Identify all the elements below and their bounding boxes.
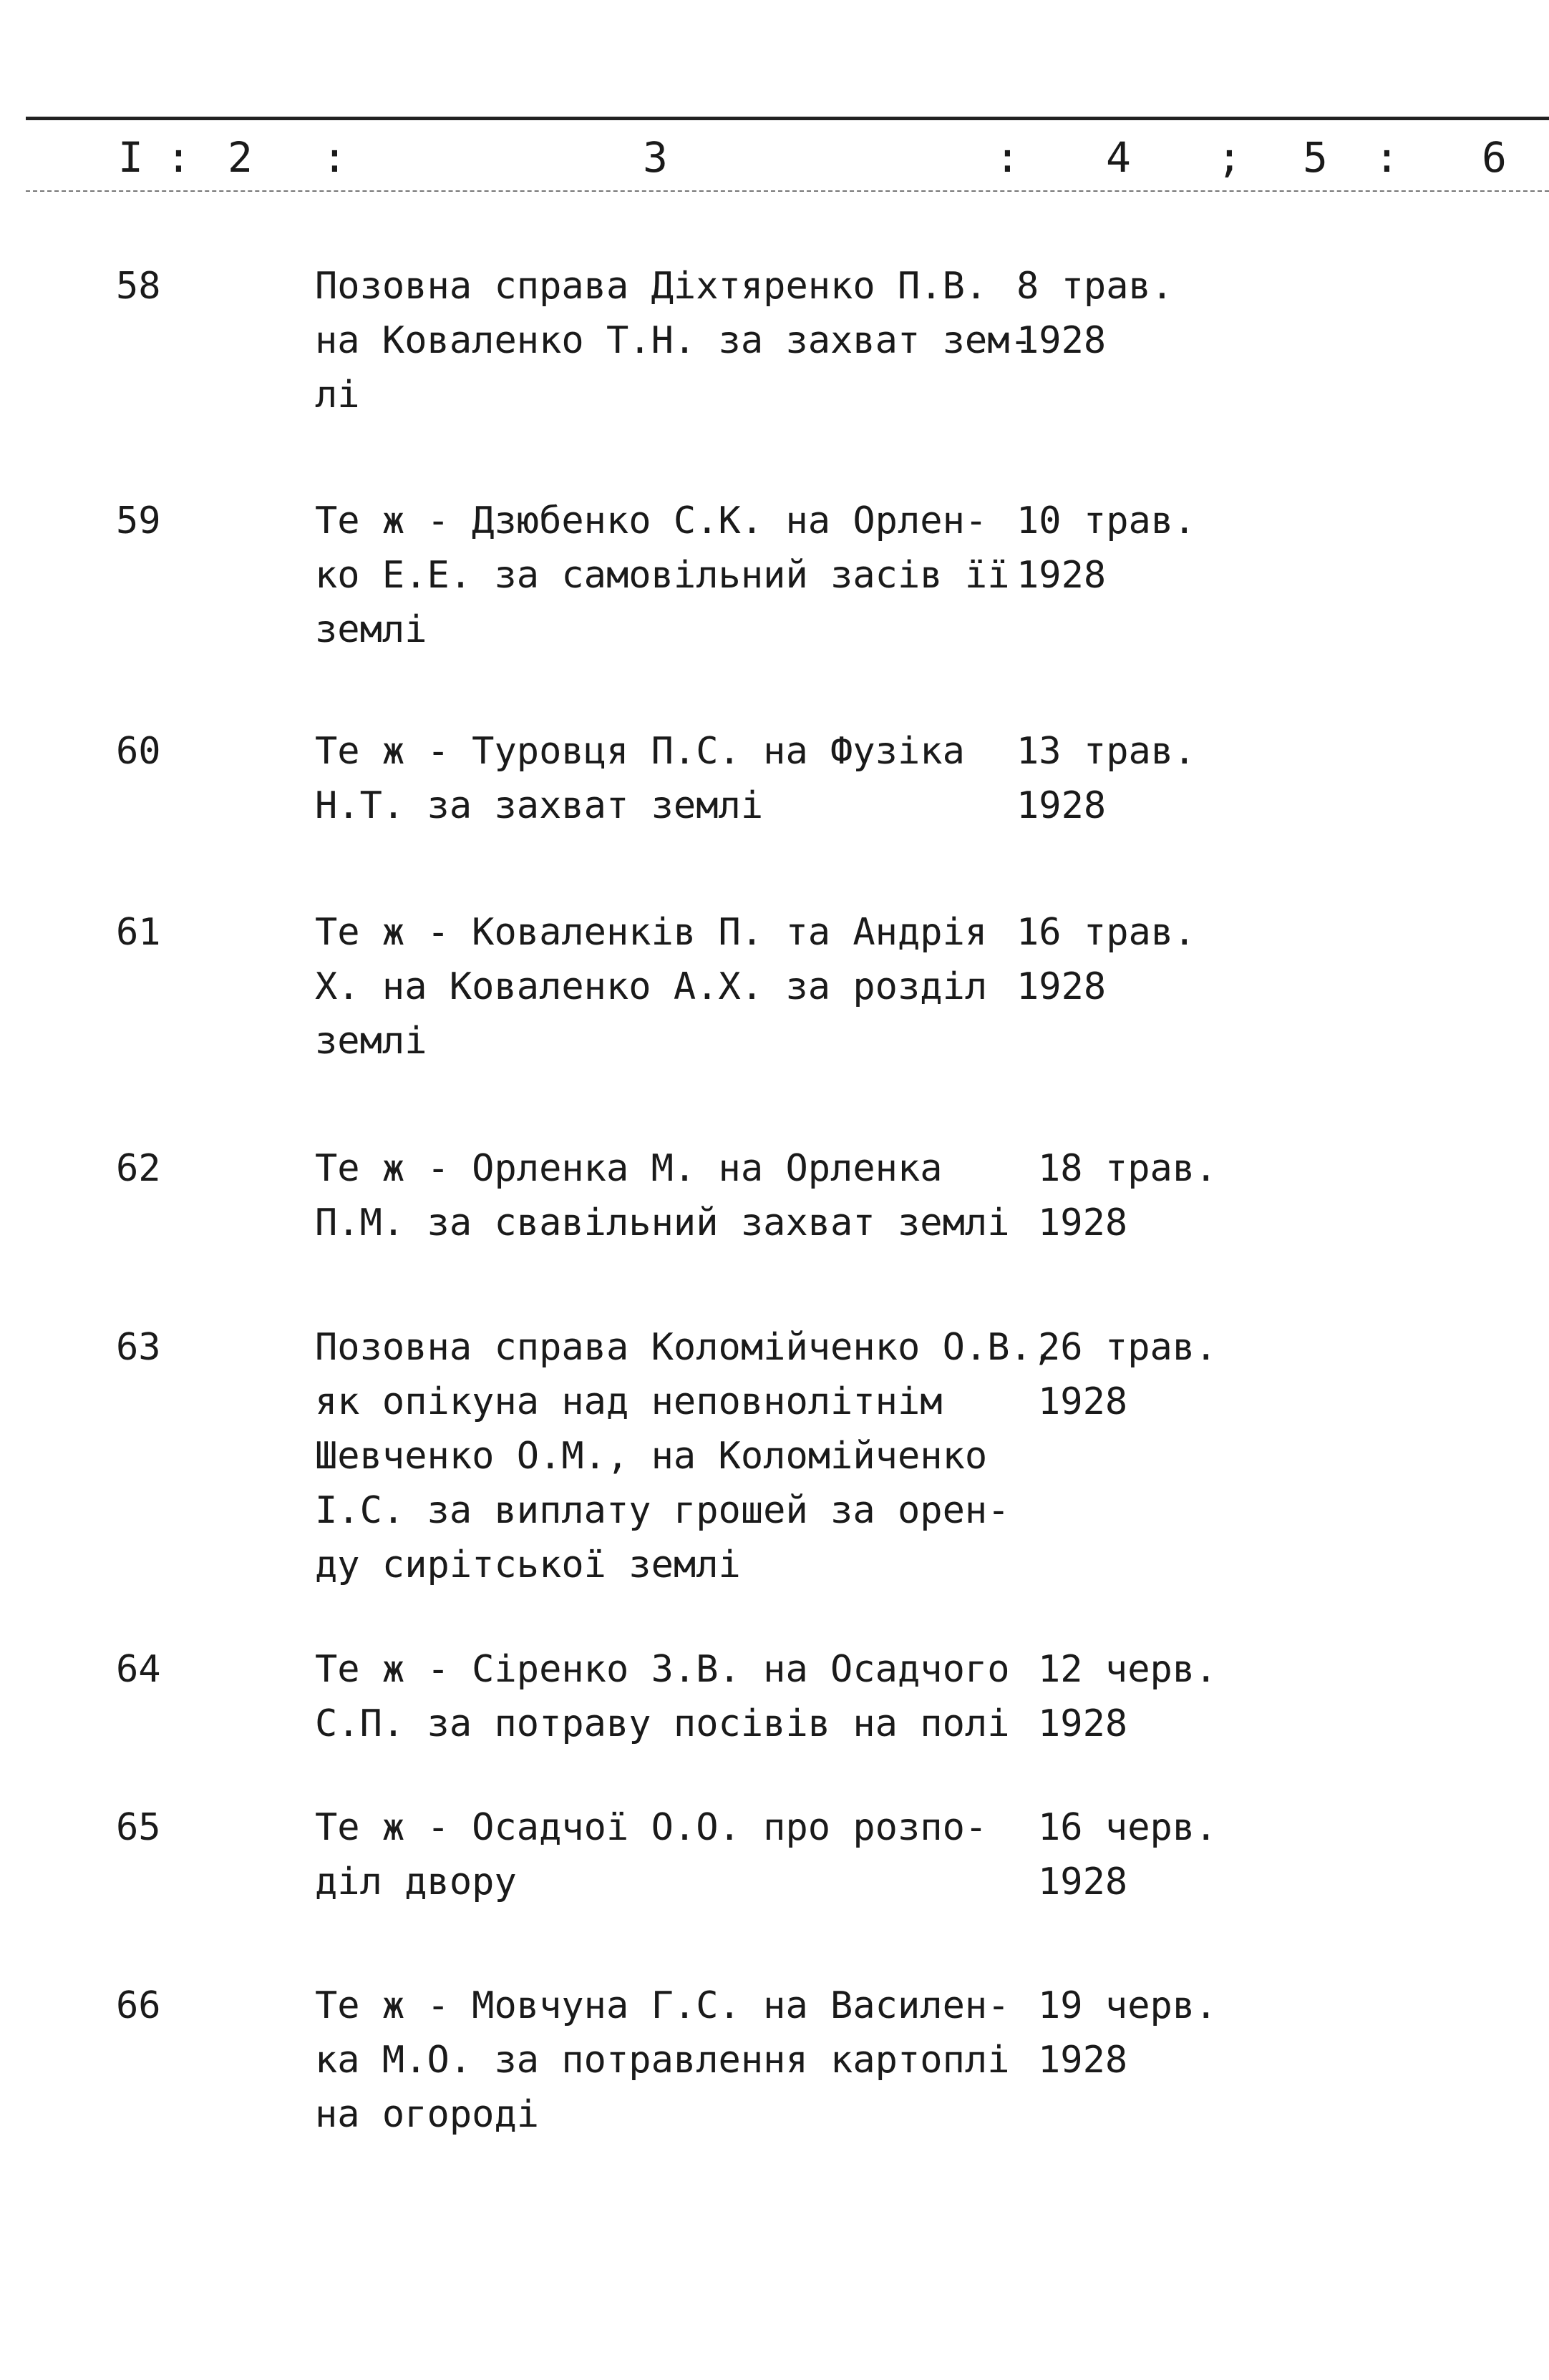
date-day: 16 трав.	[1016, 911, 1196, 954]
date-day: 13 трав.	[1016, 730, 1196, 773]
description-line: ду сирітської землі	[315, 1543, 741, 1586]
description-line: Те ж - Орленка М. на Орленка	[315, 1147, 943, 1190]
description-line: Те ж - Коваленків П. та Андрія	[315, 911, 988, 954]
row-number: 64	[116, 1648, 161, 1691]
date-year: 1928	[1016, 965, 1107, 1008]
description-line: Те ж - Туровця П.С. на Фузіка	[315, 730, 965, 773]
date-day: 26 трав.	[1038, 1326, 1218, 1369]
description-line: С.П. за потраву посівів на полі	[315, 1702, 1010, 1745]
column-separator: :	[322, 133, 347, 182]
column-header-5: 5	[1303, 133, 1328, 182]
date-day: 12 черв.	[1038, 1648, 1218, 1691]
column-header-6: 6	[1482, 133, 1507, 182]
date-year: 1928	[1016, 319, 1107, 362]
row-description	[315, 1800, 1031, 1909]
description-line: Х. на Коваленко А.Х. за розділ	[315, 965, 988, 1008]
description-line: землі	[315, 608, 427, 651]
description-line: як опікуна над неповнолітнім	[315, 1380, 943, 1423]
row-number: 59	[116, 499, 161, 542]
row-description	[315, 1979, 1031, 2142]
row-description	[315, 724, 1031, 833]
date-year: 1928	[1038, 1380, 1128, 1423]
description-line: Шевченко О.М., на Коломійченко	[315, 1435, 988, 1478]
date-day: 18 трав.	[1038, 1147, 1218, 1190]
column-header-1: I	[118, 133, 143, 182]
date-year: 1928	[1038, 1702, 1128, 1745]
column-header-2: 2	[228, 133, 253, 182]
row-description	[315, 1320, 1055, 1592]
row-number: 65	[116, 1806, 161, 1849]
date-day: 16 черв.	[1038, 1806, 1218, 1849]
column-separator: :	[995, 133, 1020, 182]
row-date	[1038, 1800, 1274, 1909]
description-line: на огороді	[315, 2093, 540, 2136]
description-line: діл двору	[315, 1860, 517, 1903]
description-line: на Коваленко Т.Н. за захват зем-	[315, 319, 1032, 362]
row-number: 60	[116, 730, 161, 773]
row-date	[1038, 1141, 1274, 1250]
row-description	[315, 1642, 1031, 1751]
description-line: Те ж - Дзюбенко С.К. на Орлен-	[315, 499, 988, 542]
row-description	[315, 259, 1031, 422]
row-number: 66	[116, 1984, 161, 2027]
column-separator: :	[166, 133, 191, 182]
row-date	[1038, 1979, 1274, 2087]
description-line: І.С. за виплату грошей за орен-	[315, 1489, 1010, 1532]
date-day: 10 трав.	[1016, 499, 1196, 542]
row-date	[1038, 1642, 1274, 1751]
column-separator: :	[1374, 133, 1399, 182]
description-line: Позовна справа Діхтяренко П.В.	[315, 265, 988, 308]
row-number: 61	[116, 911, 161, 954]
row-description	[315, 905, 1031, 1068]
date-year: 1928	[1016, 554, 1107, 597]
row-number: 63	[116, 1326, 161, 1369]
row-date	[1038, 1320, 1274, 1429]
description-line: землі	[315, 1020, 427, 1063]
date-day: 19 черв.	[1038, 1984, 1218, 2027]
row-description	[315, 1141, 1031, 1250]
row-date	[1016, 905, 1253, 1014]
date-year: 1928	[1038, 1860, 1128, 1903]
date-year: 1928	[1016, 784, 1107, 827]
row-number: 58	[116, 265, 161, 308]
description-line: Те ж - Сіренко З.В. на Осадчого	[315, 1648, 1010, 1691]
row-number: 62	[116, 1147, 161, 1190]
date-year: 1928	[1038, 1201, 1128, 1244]
description-line: ко Е.Е. за самовільний засів її	[315, 554, 1010, 597]
description-line: Те ж - Мовчуна Г.С. на Василен-	[315, 1984, 1010, 2027]
header-top-rule	[26, 117, 1549, 120]
description-line: лі	[315, 374, 360, 416]
header-bottom-rule	[26, 190, 1549, 192]
description-line: Н.Т. за захват землі	[315, 784, 764, 827]
description-line: ка М.О. за потравлення картоплі	[315, 2039, 1010, 2082]
column-header-3: 3	[643, 133, 668, 182]
description-line: Позовна справа Коломійченко О.В.,	[315, 1326, 1055, 1369]
row-description	[315, 494, 1031, 657]
date-day: 8 трав.	[1016, 265, 1174, 308]
date-year: 1928	[1038, 2039, 1128, 2082]
column-header-4: 4	[1106, 133, 1131, 182]
description-line: П.М. за свавільний захват землі	[315, 1201, 1010, 1244]
row-date	[1016, 724, 1253, 833]
row-date	[1016, 259, 1253, 368]
description-line: Те ж - Осадчої О.О. про розпо-	[315, 1806, 988, 1849]
row-date	[1016, 494, 1253, 603]
column-separator: ;	[1217, 133, 1242, 182]
